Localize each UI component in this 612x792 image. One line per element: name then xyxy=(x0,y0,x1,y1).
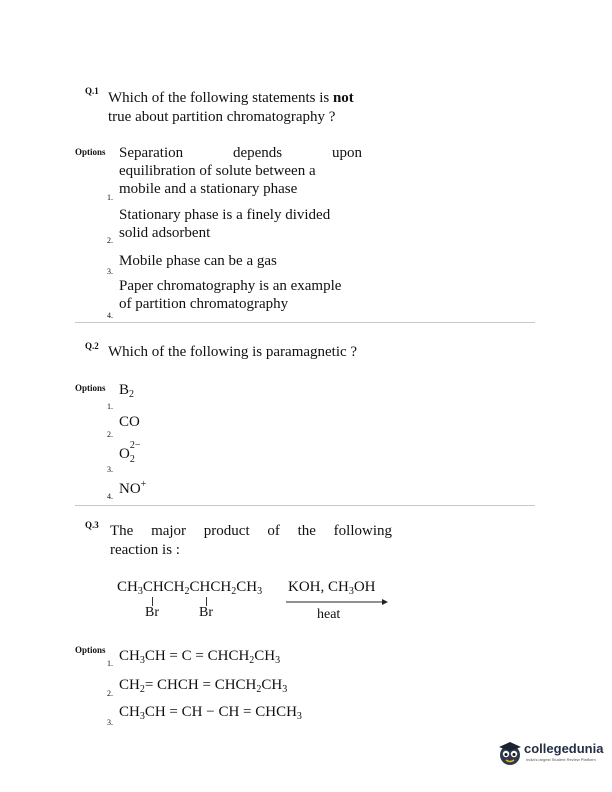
q3-question xyxy=(110,522,392,560)
reaction-condition: heat xyxy=(317,607,341,622)
reactant-sub: 3 xyxy=(257,586,263,597)
mascot-icon xyxy=(496,740,524,766)
q2-option-1-sub: 2 xyxy=(129,389,135,400)
reactant-part: CH xyxy=(236,579,258,595)
reaction-reactant xyxy=(117,579,262,596)
reactant-sub: 2 xyxy=(184,586,190,597)
q1-question-bold: not xyxy=(332,90,354,106)
q2-option-1-number: 1. xyxy=(107,402,113,411)
q2-option-2-number: 2. xyxy=(107,430,113,439)
bromine-1: Br xyxy=(145,605,159,620)
q1-option-2-line1: Stationary phase is a finely divided xyxy=(119,207,331,223)
q3-option-3-part: CH xyxy=(119,704,140,720)
brand-logo[interactable] xyxy=(496,738,608,768)
reactant-part: CHCH xyxy=(142,579,185,595)
q1-option-2-line2: solid adsorbent xyxy=(119,225,211,241)
reaction-arrow-icon xyxy=(286,597,388,607)
q1-option-3-number: 3. xyxy=(107,267,113,276)
reagent-part: OH xyxy=(353,579,376,595)
q1-option-4-line2: of partition chromatography xyxy=(119,296,289,312)
q1-option-1-line1: Separation depends upon xyxy=(119,145,362,161)
q2-option-3-sup: 2− xyxy=(129,440,141,451)
q1-option-4 xyxy=(119,277,379,313)
q3-options-label: Options xyxy=(75,645,106,655)
q3-option-3-sub: 3 xyxy=(139,711,145,722)
q3-option-1-sub: 3 xyxy=(275,655,281,666)
q1-question-line1: Which of the following statements is xyxy=(108,90,333,106)
reagent-part: KOH, CH xyxy=(288,579,349,595)
q1-option-1-number: 1. xyxy=(107,193,113,202)
divider xyxy=(75,322,535,323)
q3-option-3-number: 3. xyxy=(107,718,113,727)
q3-option-1-part: CH = C = CHCH xyxy=(144,648,250,664)
q2-option-4-number: 4. xyxy=(107,492,113,501)
q1-options-label: Options xyxy=(75,147,106,157)
q3-option-2-number: 2. xyxy=(107,689,113,698)
q3-option-1-part: CH xyxy=(254,648,276,664)
q2-option-4-base: NO xyxy=(119,481,141,497)
q2-question: Which of the following is paramagnetic ? xyxy=(108,344,358,360)
q3-option-3 xyxy=(119,704,302,721)
q3-option-2-part: = CHCH = CHCH xyxy=(144,677,257,693)
q3-option-3-sub: 3 xyxy=(296,711,302,722)
brand-name: collegedunia xyxy=(524,741,604,756)
q2-option-1 xyxy=(119,382,134,399)
q3-option-2-part: CH xyxy=(119,677,140,693)
brand-tagline: India's largest Student Review Platform xyxy=(526,757,596,762)
q1-question xyxy=(108,89,408,127)
q1-option-3: Mobile phase can be a gas xyxy=(119,253,277,269)
q3-option-1-part: CH xyxy=(119,648,140,664)
q1-option-4-number: 4. xyxy=(107,311,113,320)
q3-question-line1: The major product of the following xyxy=(110,523,392,539)
reactant-sub: 3 xyxy=(137,586,143,597)
divider xyxy=(75,505,535,506)
reagent-sub: 3 xyxy=(348,586,354,597)
reactant-part: CH xyxy=(117,579,138,595)
q1-option-1-line3: mobile and a stationary phase xyxy=(119,181,298,197)
reactant-part: CHCH xyxy=(189,579,232,595)
q1-option-2 xyxy=(119,206,379,242)
q2-option-3 xyxy=(119,440,144,468)
q2-option-2: CO xyxy=(119,414,140,430)
q3-option-1-sub: 3 xyxy=(139,655,145,666)
reaction-reagent xyxy=(288,579,376,596)
q2-option-3-number: 3. xyxy=(107,465,113,474)
q3-number: Q.3 xyxy=(85,520,99,530)
q3-option-3-part: CH = CH − CH = CHCH xyxy=(144,704,297,720)
q1-option-1 xyxy=(119,144,362,198)
bromine-2: Br xyxy=(199,605,213,620)
q3-option-1-number: 1. xyxy=(107,659,113,668)
q1-option-2-number: 2. xyxy=(107,236,113,245)
q1-option-1-line2: equilibration of solute between a xyxy=(119,163,316,179)
q2-option-3-base: O xyxy=(119,446,130,462)
q3-option-2-sub: 3 xyxy=(282,684,288,695)
q3-question-line2: reaction is : xyxy=(110,542,180,558)
q2-option-4-sup: + xyxy=(140,479,147,490)
reactant-sub: 2 xyxy=(231,586,237,597)
q2-number: Q.2 xyxy=(85,341,99,351)
q3-option-1 xyxy=(119,648,280,665)
q3-option-2-part: CH xyxy=(261,677,283,693)
q2-option-3-sub: 2 xyxy=(129,454,135,465)
q1-option-4-line1: Paper chromatography is an example xyxy=(119,278,342,294)
q3-option-2 xyxy=(119,677,287,694)
q1-question-line2: true about partition chromatography ? xyxy=(108,109,336,125)
q3-option-2-sub: 2 xyxy=(256,684,262,695)
q3-option-1-sub: 2 xyxy=(249,655,255,666)
q2-option-4 xyxy=(119,481,146,498)
q1-number: Q.1 xyxy=(85,86,99,96)
q2-option-1-base: B xyxy=(119,382,130,398)
q2-options-label: Options xyxy=(75,383,106,393)
q3-option-2-sub: 2 xyxy=(139,684,145,695)
